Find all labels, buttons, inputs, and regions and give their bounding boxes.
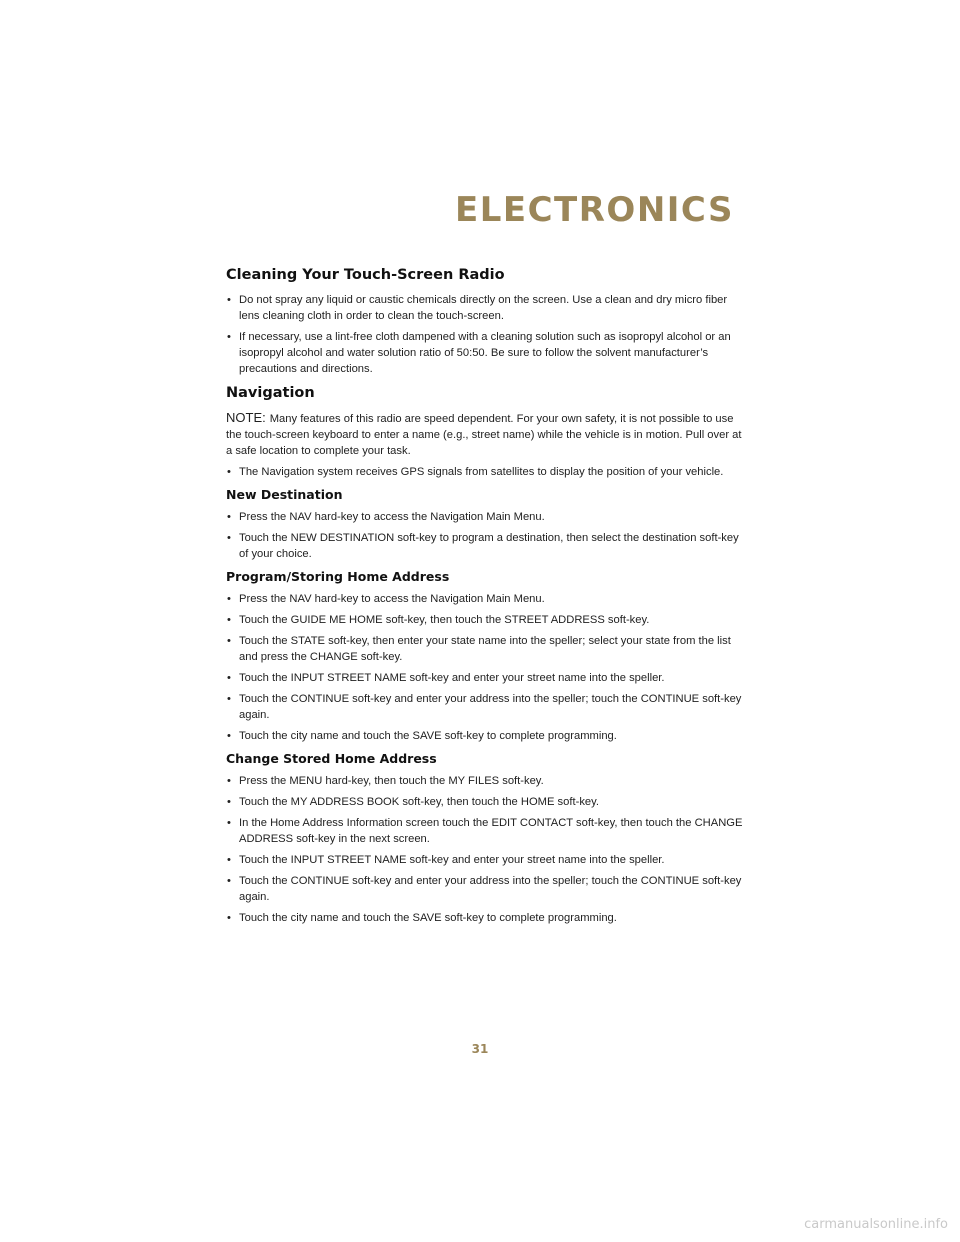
list-item: • In the Home Address Information screen touch the EDIT CONTACT soft-key, then touch the CHANGE ADDRESS soft-key in the next screen. — [226, 815, 746, 847]
heading-navigation: Navigation — [226, 385, 315, 401]
list-item: • Press the MENU hard-key, then touch the MY FILES soft-key. — [226, 773, 746, 789]
list-item: • If necessary, use a lint-free cloth dampened with a cleaning solution such as isopropyl alcohol or an isopropyl alcohol and water solution ratio of 50:50. Be sure to follow the solvent manufacturer’s precautions and directions. — [226, 329, 746, 377]
heading-cleaning: Cleaning Your Touch-Screen Radio — [226, 267, 505, 283]
heading-program-home: Program/Storing Home Address — [226, 569, 450, 584]
section-navigation — [226, 383, 746, 480]
note-label: NOTE: — [226, 410, 266, 425]
heading-new-destination: New Destination — [226, 487, 343, 502]
list-item: • Touch the STATE soft-key, then enter your state name into the speller; select your state from the list and press the CHANGE soft-key. — [226, 633, 746, 665]
section-cleaning — [226, 265, 746, 377]
heading-change-home: Change Stored Home Address — [226, 751, 437, 766]
list-item: • Touch the city name and touch the SAVE soft-key to complete programming. — [226, 910, 746, 926]
program-home-list — [226, 591, 746, 744]
subsection-new-destination — [226, 486, 746, 562]
note-text: Many features of this radio are speed dependent. For your own safety, it is not possible to use the touch-screen keyboard to enter a name (e.g., street name) while the vehicle is in motion. Pull over at a safe location to complete your task. — [226, 413, 742, 457]
list-item: • Do not spray any liquid or caustic chemicals directly on the screen. Use a clean and dry micro fiber lens cleaning cloth in order to clean the touch-screen. — [226, 292, 746, 324]
list-item: • Touch the GUIDE ME HOME soft-key, then touch the STREET ADDRESS soft-key. — [226, 612, 746, 628]
change-home-list — [226, 773, 746, 926]
subsection-program-home — [226, 568, 746, 744]
navigation-list — [226, 464, 746, 480]
subsection-change-home — [226, 750, 746, 926]
list-item: • Press the NAV hard-key to access the Navigation Main Menu. — [226, 591, 746, 607]
list-item: • Touch the CONTINUE soft-key and enter your address into the speller; touch the CONTINUE soft-key again. — [226, 691, 746, 723]
list-item: • Press the NAV hard-key to access the Navigation Main Menu. — [226, 509, 746, 525]
watermark: carmanualsonline.info — [804, 1217, 948, 1232]
page-number: 31 — [471, 1042, 489, 1056]
list-item: • Touch the INPUT STREET NAME soft-key and enter your street name into the speller. — [226, 852, 746, 868]
list-item: • Touch the city name and touch the SAVE soft-key to complete programming. — [226, 728, 746, 744]
list-item: • Touch the MY ADDRESS BOOK soft-key, then touch the HOME soft-key. — [226, 794, 746, 810]
list-item: • Touch the INPUT STREET NAME soft-key and enter your street name into the speller. — [226, 670, 746, 686]
new-destination-list — [226, 509, 746, 562]
list-item: • Touch the NEW DESTINATION soft-key to program a destination, then select the destination soft-key of your choice. — [226, 530, 746, 562]
section-title: ELECTRONICS — [454, 190, 734, 230]
list-item: • Touch the CONTINUE soft-key and enter your address into the speller; touch the CONTINUE soft-key again. — [226, 873, 746, 905]
cleaning-list — [226, 292, 746, 377]
navigation-note — [226, 410, 746, 459]
page-content — [226, 265, 746, 932]
list-item: • The Navigation system receives GPS signals from satellites to display the position of your vehicle. — [226, 464, 746, 480]
